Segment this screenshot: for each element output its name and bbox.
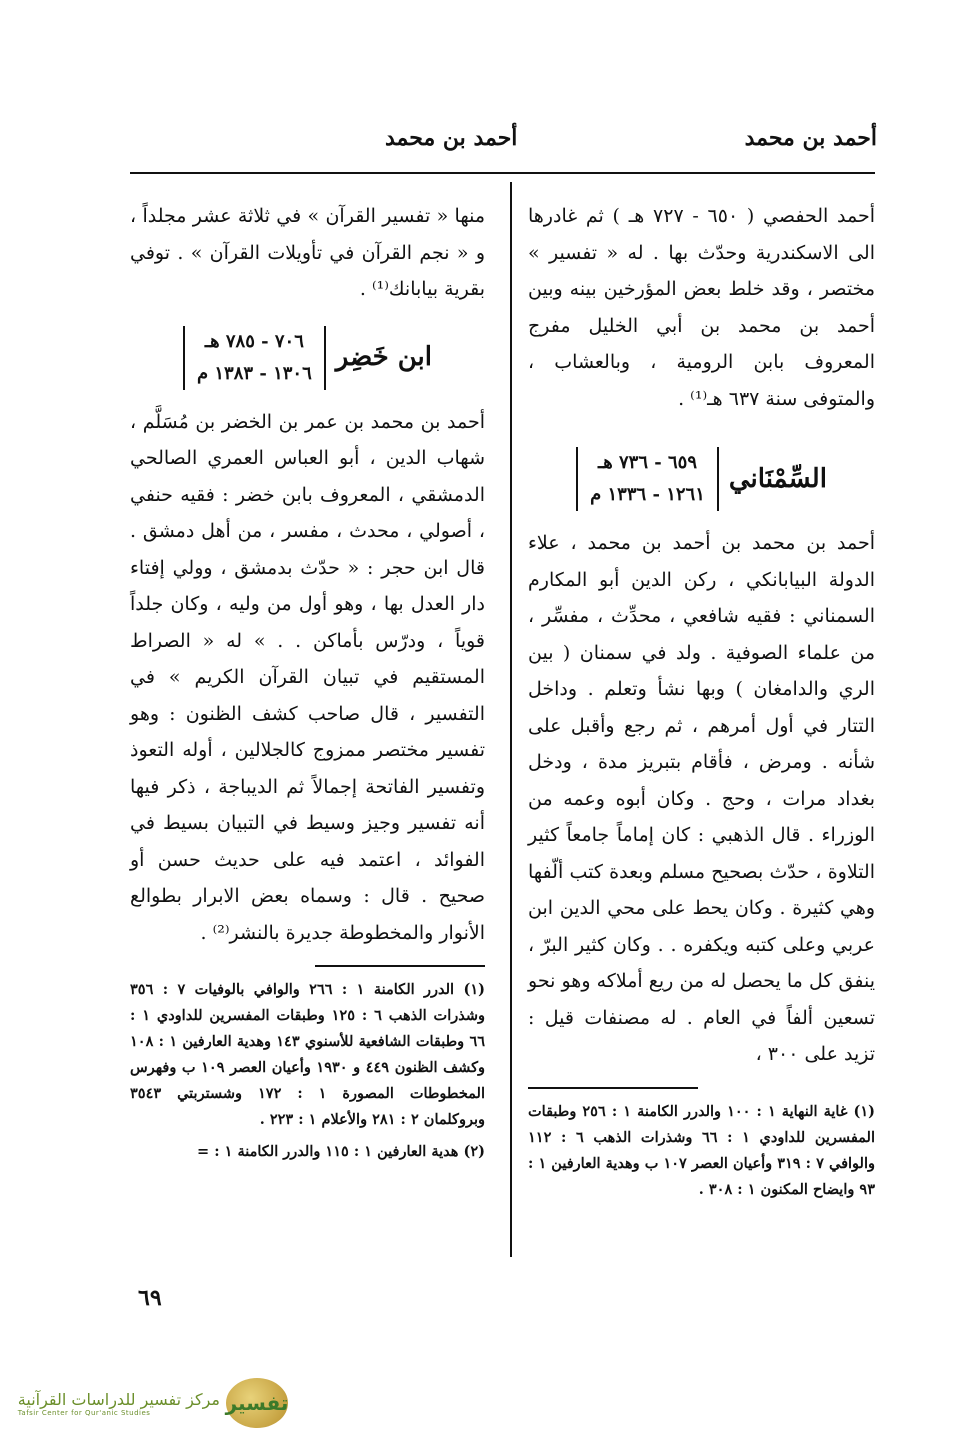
gregorian-dates: ١٣٠٦ - ١٣٨٣ م	[196, 362, 312, 384]
left-column	[130, 198, 485, 1165]
right-intro-paragraph: أحمد الحفصي ( ٦٥٠ - ٧٢٧ هـ ) ثم غادرها الى الاسكندرية وحدّث بها . له « تفسير » مختصر ، وقد خلط بعض المؤرخين بينه وبين أحمد بن محمد بن أبي الخليل مفرج المعروف بابن الرومية ، وبالعشاب ، والمتوفى سنة ٦٣٧ هـ⁽¹⁾ .	[528, 205, 876, 410]
left-intro-paragraph: منها « تفسير القرآن » في ثلاثة عشر مجلداً ، و « نجم القرآن في تأويلات القرآن » . توفي بقرية بيابانك⁽¹⁾ .	[130, 205, 485, 300]
footnote: (١) الدرر الكامنة ١ : ٢٦٦ والوافي بالوفيات ٧ : ٣٥٦ وشذرات الذهب ٦ : ١٢٥ وطبقات المفسرين للداودي ١ : ٦٦ وطبقات الشافعية للأسنوي ١٤٣ وهدية العارفين ١ : ١٠٨ وكشف الظنون ٤٤٩ و ١٩٣٠ وأعيان العصر ١٠٩ ب وفهرس المخطوطات المصورة ١ : ١٧٢ وشستربتي ٣٥٤٣ وبروكلمان ٢ : ٢٨١ والأعلام ١ : ٢٢٣ .	[130, 981, 486, 1128]
entry-heading-ibn-khadir	[130, 326, 485, 390]
gregorian-dates: ١٢٦١ - ١٣٣٦ م	[590, 484, 705, 505]
footnote: (١) غاية النهاية ١ : ١٠٠ والدرر الكامنة ١ : ٢٥٦ وطبقات المفسرين للداودي ١ : ٦٦ وشذرات الذهب ٦ : ١١٢ والوافي ٧ : ٣١٩ وأعيان العصر ١٠٧ ب وهدية العارفين ١ : ٩٣ وايضاح المكنون ١ : ٣٠٨ .	[528, 1102, 876, 1198]
logo-emblem-icon: تفسير	[226, 1378, 288, 1428]
running-header-left: أحمد بن محمد	[385, 125, 518, 151]
logo-text	[18, 1390, 220, 1417]
footnote-rule	[528, 1087, 698, 1089]
entry-body: أحمد بن محمد بن أحمد بن محمد ، علاء الدولة البيابانكي ، ركن الدين أبو المكارم السمناني : فقيه شافعي ، محدِّث ، مفسِّر ، من علماء الصوفية . ولد في سمنان ( بين الري والدامغان ) وبها نشأ وتعلم . وداخل التتار في أول أمرهم ، ثم رجع وأقبل على شأنه . ومرض ، فأقام بتبريز مدة ، ودخل بغداد مرات ، وحج . وكان أبوه وعمه من الوزراء . قال الذهبي : كان إماماً جامعاً كثير التلاوة ، حدّث بصحيح مسلم وبعدة كتب ألّفها وهي كثيرة . وكان يحط على محي الدين ابن عربي وعلى كتبه ويكفره . . وكان كثير البرّ ، ينفق كل ما يحصل له من ريع أملاكه وهو نحو تسعين ألفاً في العام . له مصنفات قيل : تزيد على ٣٠٠ ،	[528, 532, 875, 1065]
footnote-rule	[315, 965, 485, 967]
publisher-logo	[18, 1372, 288, 1434]
header-rule	[130, 172, 875, 174]
hijri-dates: ٦٥٩ - ٧٣٦ هـ	[597, 452, 698, 473]
footnote: (٢) هدية العارفين ١ : ١١٥ والدرر الكامنة ١ : =	[197, 1143, 485, 1160]
logo-arabic-name: مركز تفسير للدراسات القرآنية	[17, 1389, 220, 1409]
logo-english-name: Tafsir Center for Qur'anic Studies	[17, 1408, 151, 1417]
entry-dates	[183, 326, 326, 390]
entry-body: أحمد بن محمد بن عمر بن الخضر بن مُسَلَّم ، شهاب الدين ، أبو العباس العمري الصالحي الدمشقي ، المعروف بابن خضر : فقيه حنفي ، أصولي ، محدث ، مفسر ، من أهل دمشق . قال ابن حجر : « حدّث بدمشق ، وولي إفتاء دار العدل بها ، وهو أول من وليه ، وكان جلداً قوياً ، ودرّس بأماكن . . » له « الصراط المستقيم في تبيان القرآن الكريم » في التفسير ، قال صاحب كشف الظنون : وهو تفسير مختصر ممزوج كالجلالين ، أوله التعوذ وتفسير الفاتحة إجمالاً ثم الديباجة ، ذكر فيها أنه تفسير وجيز وسيط في التبيان بسيط في الفوائد ، اعتمد فيه على حديث حسن أو صحيح . قال : وسماه بعض الابرار بطوالع الأنوار والمخطوطة جديرة بالنشر⁽²⁾ .	[130, 410, 485, 944]
entry-name: السِّمْنَاني	[728, 463, 827, 494]
entry-heading-semnani	[528, 447, 875, 511]
entry-name: ابن خَضِر	[335, 342, 433, 373]
right-column	[528, 198, 875, 1203]
entry-dates	[576, 447, 719, 511]
column-divider	[510, 182, 512, 1257]
hijri-dates: ٧٠٦ - ٧٨٥ هـ	[204, 330, 304, 352]
running-header-right: أحمد بن محمد	[744, 125, 877, 151]
page-number: ٦٩	[138, 1285, 162, 1311]
